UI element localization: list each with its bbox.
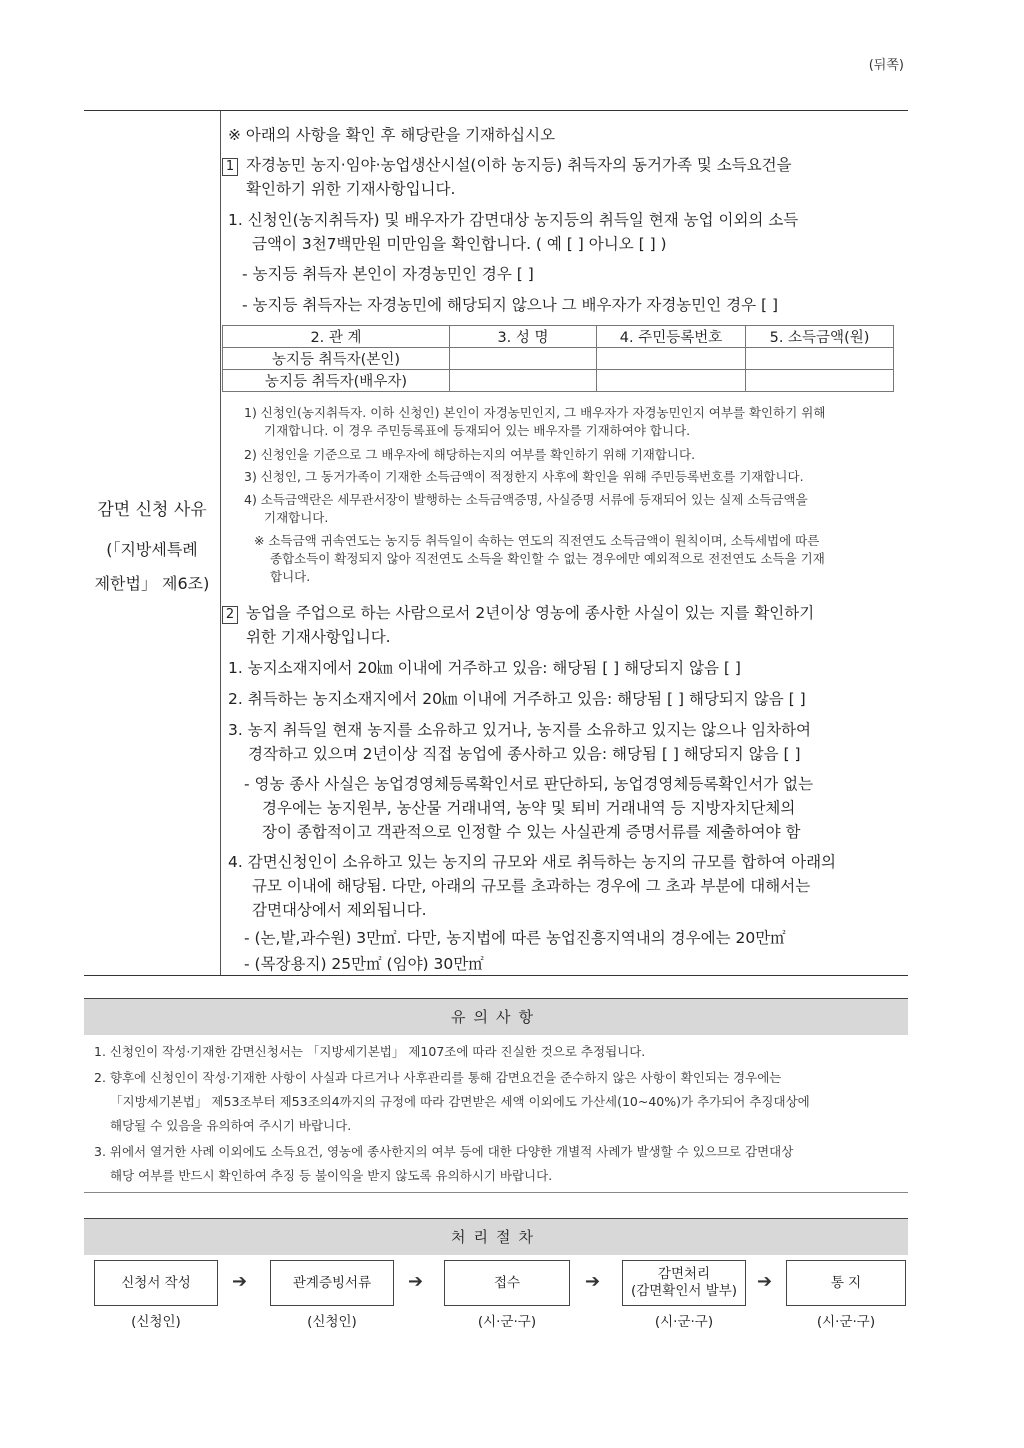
header-resident-number: 4. 주민등록번호: [597, 326, 746, 348]
step-receipt-actor: (시·군·구): [477, 1314, 537, 1330]
sec2-dash-cont2: 장이 종합적이고 객관적으로 인정할 수 있는 사실관계 증명서류를 제출하여야 함: [262, 823, 801, 841]
note-4-cont: 기재합니다.: [264, 510, 329, 525]
cell-resident-spouse[interactable]: [597, 370, 746, 392]
table-row: [223, 348, 894, 370]
procedure-title: 처리절차: [84, 1218, 908, 1255]
note-1: 1) 신청인(농지취득자. 이하 신청인) 본인이 자경농민인지, 그 배우자가 자경농민인지 여부를 확인하기 위해: [244, 405, 826, 420]
step-receipt: 접수: [444, 1260, 570, 1306]
intro-note: ※ 아래의 사항을 확인 후 해당란을 기재하십시오: [228, 126, 556, 144]
sec2-item4-cont1: 규모 이내에 해당됨. 다만, 아래의 규모를 초과하는 경우에 그 초과 부분에 대해서는: [252, 877, 811, 895]
row-label-self: 농지등 취득자(본인): [223, 348, 450, 370]
sec2-heading-cont: 위한 기재사항입니다.: [246, 628, 391, 646]
step-documents-actor: (신청인): [307, 1314, 357, 1330]
reason-section: [84, 110, 908, 976]
note-1-cont: 기재합니다. 이 경우 주민등록표에 등재되어 있는 배우자를 기재하여야 합니다.: [264, 423, 691, 438]
arrow-icon: ➔: [757, 1271, 773, 1292]
sec2-number: 2: [222, 606, 238, 624]
sec2-item3: 3. 농지 취득일 현재 농지를 소유하고 있거나, 농지를 소유하고 있지는 않으나 임차하여: [228, 721, 811, 739]
reason-label: 감면 신청 사유: [97, 500, 207, 520]
step-application: 신청서 작성: [94, 1260, 218, 1306]
caution-line-1: 1. 신청인이 작성·기재한 감면신청서는 「지방세기본법」 제107조에 따라 진실한 것으로 추정됩니다.: [94, 1044, 646, 1059]
sec1-dash2: - 농지등 취득자는 자경농민에 해당되지 않으나 그 배우자가 자경농민인 경우 [ ]: [242, 296, 779, 314]
sec2-heading: 2 농업을 주업으로 하는 사람으로서 2년이상 영농에 종사한 사실이 있는 지를 확인하기: [222, 601, 814, 624]
step-notification-actor: (시·군·구): [816, 1314, 876, 1330]
step-documents: 관계증빙서류: [270, 1260, 394, 1306]
row-label-spouse: 농지등 취득자(배우자): [223, 370, 450, 392]
sec1-item1: 1. 신청인(농지취득자) 및 배우자가 감면대상 농지등의 취득일 현재 농업 이외의 소득: [228, 211, 799, 229]
step-processing-actor: (시·군·구): [654, 1314, 714, 1330]
step-application-actor: (신청인): [131, 1314, 181, 1330]
relation-table: [222, 325, 894, 392]
note-2: 2) 신청인을 기준으로 그 배우자에 해당하는지의 여부를 확인하기 위해 기재합니다.: [244, 447, 696, 462]
note-star-cont2: 합니다.: [270, 569, 311, 584]
sec2-dash-cont1: 경우에는 농지원부, 농산물 거래내역, 농약 및 퇴비 거래내역 등 지방자치단체의: [262, 799, 796, 817]
table-row: [223, 370, 894, 392]
header-income: 5. 소득금액(원): [746, 326, 894, 348]
arrow-icon: ➔: [232, 1271, 248, 1292]
step-notification: 통 지: [786, 1260, 906, 1306]
sec2-item4-cont2: 감면대상에서 제외됩니다.: [252, 901, 427, 919]
note-star: ※ 소득금액 귀속연도는 농지등 취득일이 속하는 연도의 직전연도 소득금액이 원칙이며, 소득세법에 따른: [254, 533, 820, 548]
caution-line-3-cont: 해당 여부를 반드시 확인하여 추징 등 불이익을 받지 않도록 유의하시기 바랍니다.: [110, 1168, 553, 1183]
cell-resident-self[interactable]: [597, 348, 746, 370]
arrow-icon: ➔: [408, 1271, 424, 1292]
arrow-icon: ➔: [585, 1271, 601, 1292]
cell-income-self[interactable]: [746, 348, 894, 370]
page-side-label: (뒤쪽): [868, 58, 904, 73]
sec2-area-1: - (논,밭,과수원) 3만㎡. 다만, 농지법에 따른 농업진흥지역내의 경우에는 20만㎡: [244, 929, 786, 947]
cell-name-spouse[interactable]: [450, 370, 597, 392]
sec2-item1: 1. 농지소재지에서 20㎞ 이내에 거주하고 있음: 해당됨 [ ] 해당되지 않음 [ ]: [228, 659, 741, 677]
sec1-heading-cont: 확인하기 위한 기재사항입니다.: [246, 180, 456, 198]
cell-income-spouse[interactable]: [746, 370, 894, 392]
caution-line-2: 2. 향후에 신청인이 작성·기재한 사항이 사실과 다르거나 사후관리를 통해 감면요건을 준수하지 않은 사항이 확인되는 경우에는: [94, 1070, 782, 1085]
caution-line-3: 3. 위에서 열거한 사례 이외에도 소득요건, 영농에 종사한지의 여부 등에 대한 다양한 개별적 사례가 발생할 수 있으므로 감면대상: [94, 1144, 794, 1159]
relation-table-header: [223, 326, 894, 348]
sec2-area-2: - (목장용지) 25만㎡ (임야) 30만㎡: [244, 955, 484, 973]
sec1-number: 1: [222, 158, 238, 176]
cell-name-self[interactable]: [450, 348, 597, 370]
sec2-item2: 2. 취득하는 농지소재지에서 20㎞ 이내에 거주하고 있음: 해당됨 [ ] 해당되지 않음 [ ]: [228, 690, 806, 708]
sec1-item1-cont: 금액이 3천7백만원 미만임을 확인합니다. ( 예 [ ] 아니오 [ ] ): [252, 235, 667, 253]
sec1-heading: 1 자경농민 농지·임야·농업생산시설(이하 농지등) 취득자의 동거가족 및 소득요건을: [222, 153, 792, 176]
caution-title: 유의사항: [84, 998, 908, 1035]
caution-line-2-cont1: 「지방세기본법」 제53조부터 제53조의4까지의 규정에 따라 감면받은 세액 이외에도 가산세(10~40%)가 추가되어 추징대상에: [110, 1094, 810, 1109]
sec2-item3-cont: 경작하고 있으며 2년이상 직접 농업에 종사하고 있음: 해당됨 [ ] 해당되지 않음 [ ]: [248, 745, 801, 763]
reason-law-label: (「지방세특례: [106, 540, 198, 559]
sec2-dash: - 영농 종사 사실은 농업경영체등록확인서로 판단하되, 농업경영체등록확인서가 없는: [244, 775, 814, 793]
note-4: 4) 소득금액란은 세무관서장이 발행하는 소득금액증명, 사실증명 서류에 등재되어 있는 실제 소득금액을: [244, 492, 808, 507]
note-star-cont1: 종합소득이 확정되지 않아 직전연도 소득을 확인할 수 없는 경우에만 예외적으로 전전연도 소득을 기재: [270, 551, 825, 566]
header-name: 3. 성 명: [450, 326, 597, 348]
reason-law-article: 제한법」 제6조): [94, 574, 210, 593]
caution-line-2-cont2: 해당될 수 있음을 유의하여 주시기 바랍니다.: [110, 1118, 352, 1133]
sec1-dash1: - 농지등 취득자 본인이 자경농민인 경우 [ ]: [242, 265, 534, 283]
column-divider: [220, 111, 221, 975]
caution-divider: [84, 1192, 908, 1193]
note-3: 3) 신청인, 그 동거가족이 기재한 소득금액이 적정한지 사후에 확인을 위해 주민등록번호를 기재합니다.: [244, 469, 804, 484]
header-relation: 2. 관 계: [223, 326, 450, 348]
sec2-item4: 4. 감면신청인이 소유하고 있는 농지의 규모와 새로 취득하는 농지의 규모를 합하여 아래의: [228, 853, 837, 871]
step-processing: 감면처리 (감면확인서 발부): [622, 1260, 746, 1306]
